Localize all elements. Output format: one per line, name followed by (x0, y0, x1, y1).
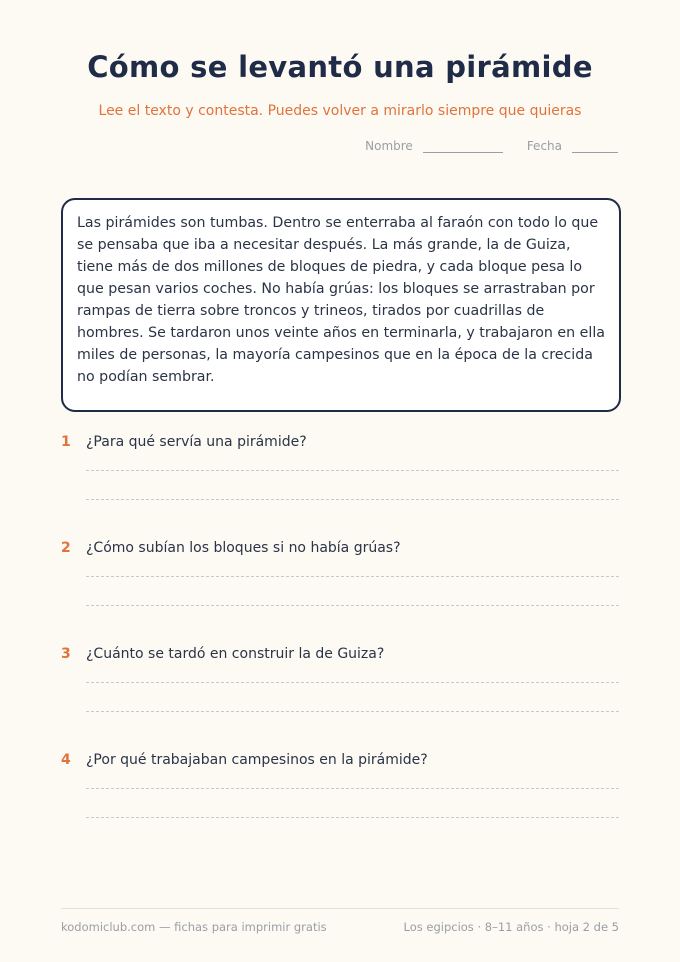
footer-site: kodomiclub.com — fichas para imprimir gratis (61, 920, 327, 934)
answer-line[interactable] (86, 682, 619, 683)
footer-sheet-info: Los egipcios · 8–11 años · hoja 2 de 5 (403, 920, 619, 934)
date-blank[interactable] (572, 141, 618, 153)
question-number: 2 (61, 540, 71, 556)
question-text: ¿Cuánto se tardó en construir la de Guiza? (86, 646, 385, 662)
answer-line[interactable] (86, 470, 619, 471)
question-number: 3 (61, 646, 71, 662)
question-number: 1 (61, 434, 71, 450)
answer-line[interactable] (86, 576, 619, 577)
name-blank[interactable] (423, 141, 503, 153)
name-date-fields (365, 139, 618, 153)
question-text: ¿Para qué servía una pirámide? (86, 434, 307, 450)
footer-divider (61, 908, 619, 909)
answer-line[interactable] (86, 711, 619, 712)
page-subtitle: Lee el texto y contesta. Puedes volver a mirarlo siempre que quieras (98, 103, 582, 119)
question-2 (61, 540, 619, 606)
date-label: Fecha (526, 139, 562, 153)
answer-line[interactable] (86, 788, 619, 789)
name-label: Nombre (365, 139, 413, 153)
answer-line[interactable] (86, 817, 619, 818)
question-text: ¿Cómo subían los bloques si no había grúas? (86, 540, 401, 556)
question-text: ¿Por qué trabajaban campesinos en la pirámide? (86, 752, 428, 768)
question-number: 4 (61, 752, 71, 768)
question-4 (61, 752, 619, 818)
question-1 (61, 434, 619, 500)
answer-line[interactable] (86, 605, 619, 606)
reading-passage: Las pirámides son tumbas. Dentro se enterraba al faraón con todo lo que se pensaba que iba a necesitar después. La más grande, la de Guiza, tiene más de dos millones de bloques de piedra, y cada bloque pesa lo que pesan varios coches. No había grúas: los bloques se arrastraban por rampas de tierra sobre troncos y trineos, tirados por cuadrillas de hombres. Se tardaron unos veinte años en terminarla, y trabajaron en ella miles de personas, la mayoría campesinos que en la época de la crecida no podían sembrar. (61, 198, 621, 412)
question-3 (61, 646, 619, 712)
answer-line[interactable] (86, 499, 619, 500)
page-title: Cómo se levantó una pirámide (87, 50, 593, 84)
